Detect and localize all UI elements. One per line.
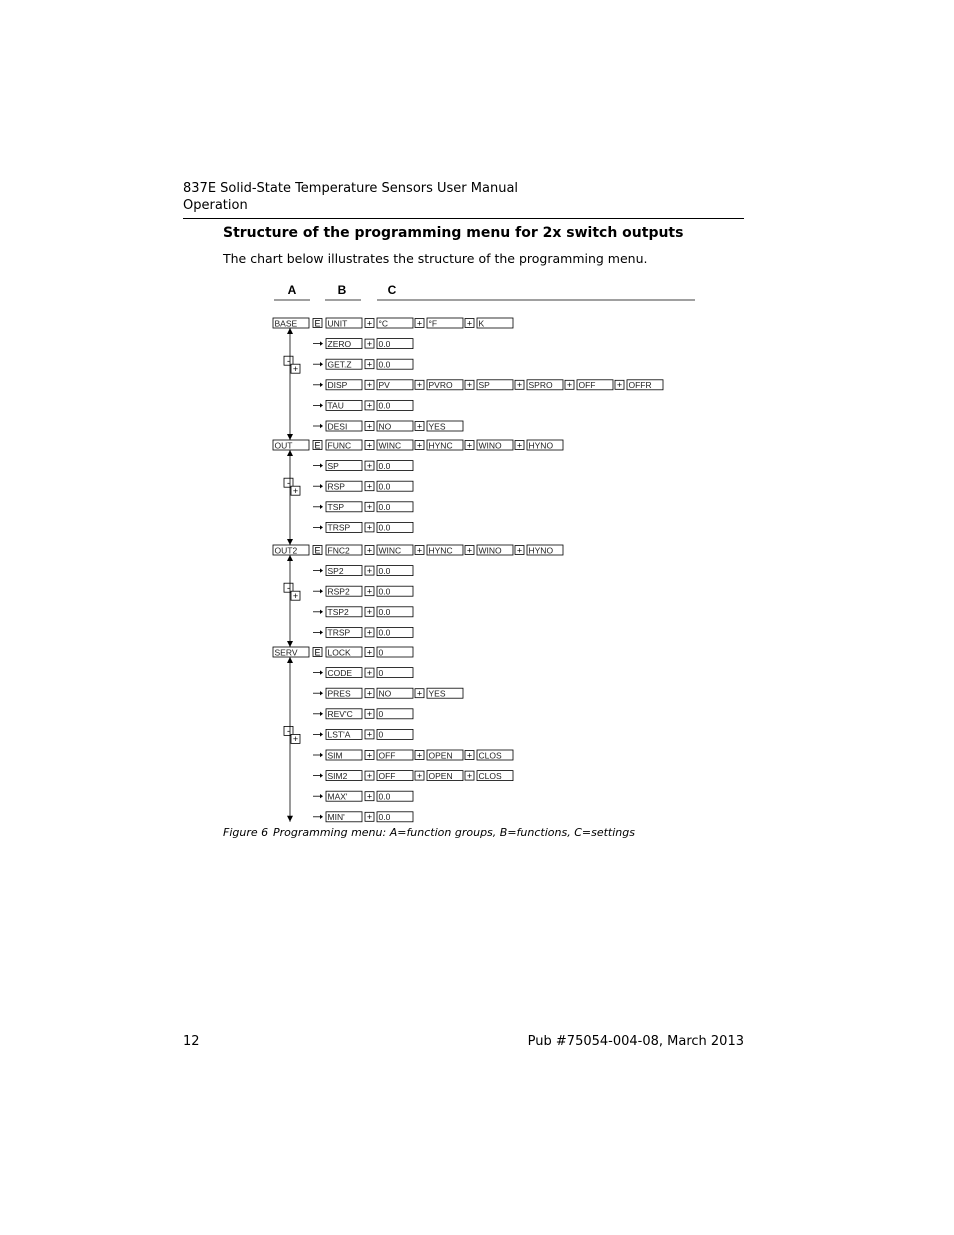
plus-key-out2-fnc2-0-text: +: [366, 545, 373, 556]
function-serv-lock: [326, 647, 362, 657]
setting-serv-lock-0: [377, 647, 413, 657]
function-out2-tsp2-text: TSP2: [327, 607, 349, 618]
setting-out-rsp-0-text: 0.0: [378, 481, 391, 492]
plus-key-out-sp-0: [365, 461, 374, 471]
plus-key-base-disp-3: [515, 380, 524, 390]
setting-out2-trsp-0-text: 0.0: [378, 627, 391, 638]
setting-out2-sp2-0-text: 0.0: [378, 565, 391, 576]
setting-serv-min-0-text: 0.0: [378, 812, 391, 823]
setting-serv-pres-0: [377, 688, 413, 698]
function-base-desi-text: DESI: [327, 421, 348, 432]
function-out-rsp: [326, 481, 362, 491]
connector-down-arrow-out2: [287, 641, 293, 647]
function-serv-min-text: MIN': [327, 812, 345, 823]
connector-up-arrow-out2: [287, 555, 293, 561]
plus-key-base-disp-1-text: +: [416, 380, 423, 391]
setting-out-tsp-0: [377, 502, 413, 512]
setting-serv-sim2-2-text: CLOS: [478, 770, 502, 781]
setting-out-func-0: [377, 440, 413, 450]
function-serv-lsta: [326, 729, 362, 739]
plus-key-base-getz-0: [365, 360, 374, 370]
function-out-func-text: FUNC: [327, 440, 352, 451]
plus-key-nav-base: [291, 364, 300, 374]
setting-out2-fnc2-3: [527, 545, 563, 555]
function-out2-fnc2: [326, 545, 362, 555]
publication-info: Pub #75054-004-08, March 2013: [527, 1034, 744, 1049]
column-label-b: B: [337, 283, 347, 297]
plus-key-base-disp-1: [415, 380, 424, 390]
intro-paragraph: The chart below illustrates the structure of the programming menu.: [223, 251, 648, 266]
plus-key-out-func-1-text: +: [416, 440, 423, 451]
plus-key-serv-pres-0: [365, 689, 374, 699]
plus-key-base-disp-2: [465, 380, 474, 390]
minus-key-out-text: -: [287, 478, 290, 488]
function-arrowhead-out2-tsp2: [320, 610, 323, 614]
function-out-tsp: [326, 502, 362, 512]
plus-key-out2-fnc2-1-text: +: [416, 545, 423, 556]
setting-base-disp-0-text: PV: [378, 380, 390, 391]
group-out: [273, 440, 309, 450]
enter-key-serv-text: E: [314, 647, 321, 658]
plus-key-serv-pres-0-text: +: [366, 688, 373, 699]
plus-key-serv-sim-2-text: +: [466, 750, 473, 761]
plus-key-out-rsp-0: [365, 482, 374, 492]
plus-key-out-func-0-text: +: [366, 440, 373, 451]
minus-key-serv-text: -: [287, 726, 290, 737]
function-out2-sp2-text: SP2: [327, 565, 344, 576]
group-out-text: OUT: [274, 440, 293, 451]
plus-key-out2-fnc2-3: [515, 545, 524, 555]
plus-key-out2-trsp-0-text: +: [366, 627, 373, 638]
setting-out2-fnc2-0-text: WINC: [378, 545, 402, 556]
function-base-desi: [326, 421, 362, 431]
plus-key-serv-max-0: [365, 792, 374, 802]
plus-key-base-tau-0: [365, 401, 374, 411]
connector-down-arrow-base: [287, 434, 293, 440]
setting-out-tsp-0-text: 0.0: [378, 502, 391, 513]
plus-key-serv-lock-0: [365, 647, 374, 657]
plus-key-out2-rsp2-0-text: +: [366, 586, 373, 597]
setting-out-trsp-0-text: 0.0: [378, 522, 391, 533]
setting-serv-max-0-text: 0.0: [378, 791, 391, 802]
plus-key-nav-base-text: +: [292, 364, 299, 374]
plus-key-out2-tsp2-0: [365, 607, 374, 617]
plus-key-serv-max-0-text: +: [366, 791, 373, 802]
group-serv: [273, 647, 309, 657]
setting-out2-fnc2-0: [377, 545, 413, 555]
setting-serv-sim2-0-text: OFF: [378, 770, 396, 781]
function-arrowhead-base-getz: [320, 362, 323, 366]
plus-key-serv-sim-2: [465, 750, 474, 760]
plus-key-out2-fnc2-2-text: +: [466, 545, 473, 556]
setting-serv-code-0: [377, 668, 413, 678]
setting-serv-min-0: [377, 812, 413, 822]
group-serv-text: SERV: [274, 647, 298, 658]
function-out-trsp: [326, 522, 362, 532]
setting-serv-sim2-1-text: OPEN: [428, 770, 453, 781]
column-label-a: A: [287, 283, 297, 297]
function-arrowhead-out-sp: [320, 463, 323, 467]
setting-base-unit-0: [377, 318, 413, 328]
function-arrowhead-out-rsp: [320, 484, 323, 488]
setting-base-desi-1-text: YES: [428, 421, 446, 432]
minus-key-base-text: -: [287, 356, 290, 366]
setting-serv-sim2-2: [477, 771, 513, 781]
plus-key-serv-code-0-text: +: [366, 667, 373, 678]
function-arrowhead-out-tsp: [320, 505, 323, 509]
function-arrowhead-serv-max: [320, 794, 323, 798]
function-arrowhead-serv-pres: [320, 691, 323, 695]
function-base-disp: [326, 380, 362, 390]
connector-down-arrow-serv: [287, 816, 293, 822]
function-base-unit-text: UNIT: [327, 318, 348, 329]
plus-key-out-func-3-text: +: [516, 440, 523, 451]
function-serv-lock-text: LOCK: [327, 647, 351, 658]
connector-up-arrow-base: [287, 328, 293, 334]
plus-key-serv-sim2-2: [465, 771, 474, 781]
plus-key-out2-sp2-0: [365, 566, 374, 576]
figure-caption-text: Programming menu: A=function groups, B=functions, C=settings: [273, 826, 635, 839]
plus-key-out-trsp-0-text: +: [366, 522, 373, 533]
setting-serv-lock-0-text: 0: [378, 647, 384, 658]
setting-out-sp-0-text: 0.0: [378, 460, 391, 471]
plus-key-nav-out-text: +: [292, 486, 299, 496]
function-out-func: [326, 440, 362, 450]
setting-serv-max-0: [377, 791, 413, 801]
function-arrowhead-base-tau: [320, 403, 323, 407]
plus-key-base-tau-0-text: +: [366, 400, 373, 411]
function-arrowhead-serv-revc: [320, 712, 323, 716]
plus-key-base-disp-5: [615, 380, 624, 390]
setting-base-getz-0: [377, 359, 413, 369]
setting-base-disp-1-text: PVRO: [428, 380, 453, 391]
setting-serv-revc-0: [377, 709, 413, 719]
setting-base-unit-0-text: °C: [378, 318, 389, 329]
enter-key-base-text: E: [314, 318, 321, 329]
figure-label: Figure 6: [223, 826, 269, 839]
function-out2-rsp2: [326, 586, 362, 596]
setting-base-unit-2: [477, 318, 513, 328]
setting-serv-sim2-0: [377, 771, 413, 781]
function-serv-pres-text: PRES: [327, 688, 351, 699]
plus-key-serv-sim2-0-text: +: [366, 770, 373, 781]
plus-key-nav-out2: [291, 591, 300, 601]
setting-out2-sp2-0: [377, 566, 413, 576]
setting-base-unit-1: [427, 318, 463, 328]
setting-serv-revc-0-text: 0: [378, 709, 384, 720]
function-out2-tsp2: [326, 607, 362, 617]
function-out-sp-text: SP: [327, 460, 339, 471]
setting-serv-pres-0-text: NO: [378, 688, 392, 699]
plus-key-out-tsp-0-text: +: [366, 502, 373, 513]
plus-key-serv-sim-1: [415, 750, 424, 760]
setting-out2-rsp2-0-text: 0.0: [378, 586, 391, 597]
plus-key-base-desi-1: [415, 421, 424, 431]
function-base-getz: [326, 359, 362, 369]
plus-key-out2-tsp2-0-text: +: [366, 607, 373, 618]
function-out2-trsp-text: TRSP: [327, 627, 351, 638]
connector-up-arrow-out: [287, 450, 293, 456]
function-base-disp-text: DISP: [327, 380, 348, 391]
setting-out-func-1-text: HYNC: [428, 440, 453, 451]
setting-base-disp-0: [377, 380, 413, 390]
plus-key-nav-out2-text: +: [292, 591, 299, 601]
plus-key-serv-revc-0: [365, 709, 374, 719]
plus-key-out2-fnc2-1: [415, 545, 424, 555]
function-serv-pres: [326, 688, 362, 698]
function-arrowhead-base-desi: [320, 424, 323, 428]
plus-key-serv-sim-0-text: +: [366, 750, 373, 761]
plus-key-nav-serv: [291, 734, 300, 744]
section-heading: Structure of the programming menu for 2x switch outputs: [223, 225, 684, 241]
plus-key-base-disp-5-text: +: [616, 380, 623, 391]
connector-up-arrow-serv: [287, 657, 293, 663]
plus-key-serv-min-0-text: +: [366, 812, 373, 823]
plus-key-nav-serv-text: +: [292, 734, 299, 745]
setting-base-disp-5-text: OFFR: [628, 380, 652, 391]
function-out-sp: [326, 461, 362, 471]
function-serv-min: [326, 812, 362, 822]
minus-key-out2-text: -: [287, 583, 290, 593]
function-serv-code-text: CODE: [327, 667, 353, 678]
setting-out2-tsp2-0: [377, 607, 413, 617]
plus-key-base-getz-0-text: +: [366, 359, 373, 370]
setting-out-func-2: [477, 440, 513, 450]
enter-key-out-text: E: [314, 440, 321, 451]
function-serv-sim2: [326, 771, 362, 781]
plus-key-base-disp-0-text: +: [366, 380, 373, 391]
setting-serv-sim-0-text: OFF: [378, 750, 396, 761]
function-arrowhead-base-zero: [320, 341, 323, 345]
plus-key-out2-rsp2-0: [365, 587, 374, 597]
enter-key-serv: [313, 647, 322, 657]
plus-key-base-desi-0: [365, 421, 374, 431]
function-arrowhead-serv-code: [320, 670, 323, 674]
function-base-zero: [326, 339, 362, 349]
function-base-getz-text: GET.Z: [327, 359, 352, 370]
setting-base-disp-5: [627, 380, 663, 390]
function-out-trsp-text: TRSP: [327, 522, 351, 533]
plus-key-base-disp-4: [565, 380, 574, 390]
setting-out-trsp-0: [377, 522, 413, 532]
function-arrowhead-out2-sp2: [320, 568, 323, 572]
group-base-text: BASE: [274, 318, 298, 329]
plus-key-base-desi-1-text: +: [416, 421, 423, 432]
setting-serv-pres-1-text: YES: [428, 688, 446, 699]
function-arrowhead-out-trsp: [320, 525, 323, 529]
plus-key-base-disp-3-text: +: [516, 380, 523, 391]
function-out-rsp-text: RSP: [327, 481, 345, 492]
function-base-zero-text: ZERO: [327, 338, 352, 349]
setting-serv-code-0-text: 0: [378, 667, 384, 678]
setting-out2-fnc2-2: [477, 545, 513, 555]
setting-serv-sim2-1: [427, 771, 463, 781]
setting-serv-sim-2: [477, 750, 513, 760]
function-serv-lsta-text: LST'A: [327, 729, 351, 740]
setting-out-func-0-text: WINC: [378, 440, 402, 451]
setting-base-zero-0-text: 0.0: [378, 338, 391, 349]
plus-key-base-unit-2-text: +: [466, 318, 473, 329]
group-out2-text: OUT2: [274, 545, 298, 556]
plus-key-out2-fnc2-3-text: +: [516, 545, 523, 556]
setting-out-func-1: [427, 440, 463, 450]
plus-key-serv-pres-1: [415, 689, 424, 699]
function-arrowhead-serv-min: [320, 815, 323, 819]
setting-base-tau-0-text: 0.0: [378, 400, 391, 411]
plus-key-out-func-2: [465, 440, 474, 450]
plus-key-serv-lock-0-text: +: [366, 647, 373, 658]
plus-key-base-zero-0: [365, 339, 374, 349]
plus-key-serv-sim2-1-text: +: [416, 770, 423, 781]
setting-serv-sim-0: [377, 750, 413, 760]
plus-key-out2-fnc2-2: [465, 545, 474, 555]
plus-key-serv-sim2-1: [415, 771, 424, 781]
function-out2-rsp2-text: RSP2: [327, 586, 350, 597]
function-out2-sp2: [326, 566, 362, 576]
manual-title: 837E Solid-State Temperature Sensors User Manual: [183, 181, 519, 196]
setting-out2-fnc2-1: [427, 545, 463, 555]
plus-key-base-unit-0-text: +: [366, 318, 373, 329]
plus-key-serv-lsta-0-text: +: [366, 729, 373, 740]
setting-serv-lsta-0: [377, 729, 413, 739]
setting-base-disp-1: [427, 380, 463, 390]
setting-base-disp-4: [577, 380, 613, 390]
plus-key-out-sp-0-text: +: [366, 460, 373, 471]
setting-out2-fnc2-1-text: HYNC: [428, 545, 453, 556]
function-arrowhead-out2-rsp2: [320, 589, 323, 593]
setting-base-getz-0-text: 0.0: [378, 359, 391, 370]
function-serv-revc: [326, 709, 362, 719]
function-serv-revc-text: REV'C: [327, 709, 353, 720]
plus-key-serv-lsta-0: [365, 730, 374, 740]
function-serv-sim-text: SIM: [327, 750, 343, 761]
plus-key-base-unit-0: [365, 318, 374, 328]
function-arrowhead-serv-sim2: [320, 773, 323, 777]
setting-serv-sim-1-text: OPEN: [428, 750, 453, 761]
column-label-c: C: [387, 283, 397, 297]
setting-base-disp-3: [527, 380, 563, 390]
page-number: 12: [183, 1034, 200, 1049]
plus-key-out2-trsp-0: [365, 628, 374, 638]
plus-key-base-disp-4-text: +: [566, 380, 573, 391]
setting-base-disp-2: [477, 380, 513, 390]
setting-base-disp-3-text: SPRO: [528, 380, 553, 391]
setting-out2-fnc2-2-text: WINO: [478, 545, 502, 556]
setting-base-desi-0-text: NO: [378, 421, 392, 432]
function-out2-trsp: [326, 627, 362, 637]
setting-serv-pres-1: [427, 688, 463, 698]
function-serv-code: [326, 668, 362, 678]
group-out2: [273, 545, 309, 555]
setting-base-disp-4-text: OFF: [578, 380, 596, 391]
setting-out2-tsp2-0-text: 0.0: [378, 607, 391, 618]
plus-key-serv-code-0: [365, 668, 374, 678]
setting-out-func-3: [527, 440, 563, 450]
setting-out2-fnc2-3-text: HYNO: [528, 545, 554, 556]
connector-down-arrow-out: [287, 539, 293, 545]
function-serv-sim2-text: SIM2: [327, 770, 348, 781]
plus-key-base-unit-2: [465, 318, 474, 328]
setting-base-disp-2-text: SP: [478, 380, 490, 391]
plus-key-base-disp-0: [365, 380, 374, 390]
plus-key-out-rsp-0-text: +: [366, 481, 373, 492]
setting-base-unit-2-text: K: [478, 318, 485, 329]
plus-key-out2-fnc2-0: [365, 545, 374, 555]
setting-out2-rsp2-0: [377, 586, 413, 596]
function-serv-sim: [326, 750, 362, 760]
setting-out-func-2-text: WINO: [478, 440, 502, 451]
setting-out-rsp-0: [377, 481, 413, 491]
plus-key-out-func-3: [515, 440, 524, 450]
plus-key-serv-pres-1-text: +: [416, 688, 423, 699]
setting-out-func-3-text: HYNO: [528, 440, 554, 451]
group-base: [273, 318, 309, 328]
setting-serv-lsta-0-text: 0: [378, 729, 384, 740]
setting-base-zero-0: [377, 339, 413, 349]
plus-key-base-zero-0-text: +: [366, 338, 373, 349]
plus-key-out-func-0: [365, 440, 374, 450]
plus-key-base-desi-0-text: +: [366, 421, 373, 432]
plus-key-base-disp-2-text: +: [466, 380, 473, 391]
function-base-unit: [326, 318, 362, 328]
function-base-tau-text: TAU: [327, 400, 344, 411]
setting-out2-trsp-0: [377, 627, 413, 637]
plus-key-serv-sim2-0: [365, 771, 374, 781]
section-name: Operation: [183, 198, 248, 213]
enter-key-out2-text: E: [314, 545, 321, 556]
setting-serv-sim-2-text: CLOS: [478, 750, 502, 761]
plus-key-serv-sim-0: [365, 750, 374, 760]
plus-key-out-func-2-text: +: [466, 440, 473, 451]
function-arrowhead-base-disp: [320, 383, 323, 387]
plus-key-serv-sim2-2-text: +: [466, 770, 473, 781]
function-out2-fnc2-text: FNC2: [327, 545, 350, 556]
plus-key-serv-min-0: [365, 812, 374, 822]
function-serv-max: [326, 791, 362, 801]
function-serv-max-text: MAX': [327, 791, 348, 802]
plus-key-nav-out: [291, 486, 300, 496]
figure-caption: [223, 826, 635, 840]
function-base-tau: [326, 400, 362, 410]
plus-key-serv-sim-1-text: +: [416, 750, 423, 761]
setting-base-unit-1-text: °F: [428, 318, 438, 329]
setting-base-tau-0: [377, 400, 413, 410]
plus-key-base-unit-1: [415, 318, 424, 328]
setting-base-desi-0: [377, 421, 413, 431]
function-out-tsp-text: TSP: [327, 502, 345, 513]
enter-key-out: [313, 440, 322, 450]
enter-key-base: [313, 318, 322, 328]
plus-key-out-tsp-0: [365, 502, 374, 512]
enter-key-out2: [313, 545, 322, 555]
function-arrowhead-serv-sim: [320, 753, 323, 757]
setting-serv-sim-1: [427, 750, 463, 760]
plus-key-out-func-1: [415, 440, 424, 450]
function-arrowhead-out2-trsp: [320, 630, 323, 634]
plus-key-serv-revc-0-text: +: [366, 709, 373, 720]
setting-out-sp-0: [377, 461, 413, 471]
plus-key-out-trsp-0: [365, 523, 374, 533]
setting-base-desi-1: [427, 421, 463, 431]
function-arrowhead-serv-lsta: [320, 732, 323, 736]
plus-key-base-unit-1-text: +: [416, 318, 423, 329]
plus-key-out2-sp2-0-text: +: [366, 565, 373, 576]
